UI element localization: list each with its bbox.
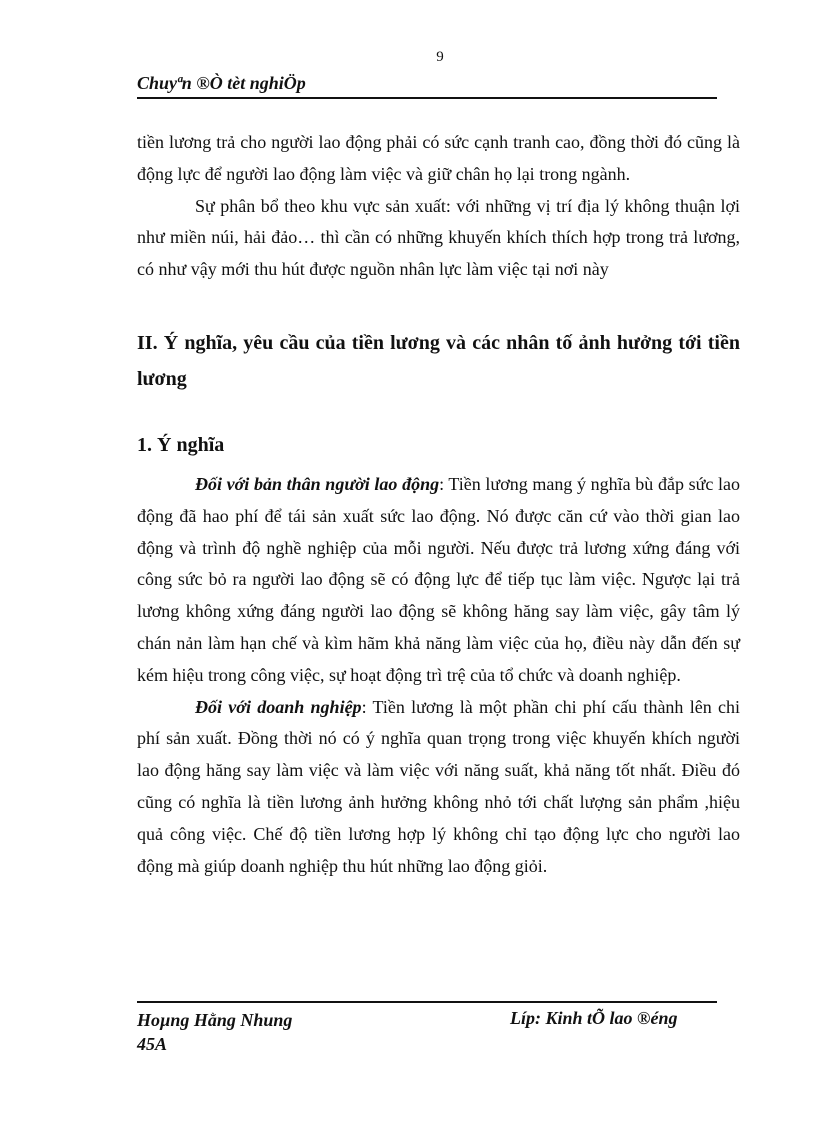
enterprise-lead: Đối với doanh nghiệp	[195, 696, 362, 717]
enterprise-text: : Tiền lương là một phần chi phí cấu thành lên chi phí sản xuất. Đồng thời nó có ý nghĩa quan trọng trong việc khuyến khích người lao động hăng say làm việc và làm việc với năng suất, khả năng tốt nhất. Điều đó cũng có nghĩa là tiền lương ảnh hưởng không nhỏ tới chất lượng sản phẩm ,hiệu quả công việc. Chế độ tiền lương hợp lý không chỉ tạo động lực cho người lao động mà giúp doanh nghiệp thu hút những lao động giỏi.	[137, 696, 740, 876]
footer-author: Hoµng Hằng Nhung	[137, 1010, 293, 1030]
section-heading: II. Ý nghĩa, yêu cầu của tiền lương và các nhân tố ảnh hưởng tới tiền lương	[137, 332, 740, 390]
footer-author-block	[137, 1008, 292, 1056]
header-divider	[137, 97, 717, 99]
intro-text	[137, 127, 740, 286]
worker-lead: Đối với bản thân người lao động	[195, 474, 440, 494]
meaning-text	[137, 469, 740, 882]
worker-text: : Tiền lương mang ý nghĩa bù đắp sức lao động đã hao phí để tái sản xuất sức lao động. Nó được căn cứ vào thời gian lao động và trình độ nghề nghiệp của mỗi người. Nếu được trả lương xứng đáng với công sức bỏ ra người lao động sẽ có động lực để tiếp tục làm việc. Ngược lại trả lương không xứng đáng người lao động sẽ không hăng say làm việc, gây tâm lý chán nản làm hạn chế và kìm hãm khả năng làm việc của họ, điều này dẫn đến sự kém hiệu trong công việc, sự hoạt động trì trệ của tổ chức và doanh nghiệp.	[137, 474, 741, 685]
subsection-heading: 1. Ý nghĩa	[137, 434, 225, 456]
footer-divider	[137, 1001, 717, 1003]
intro-paragraph-2: Sự phân bổ theo khu vực sản xuất: với những vị trí địa lý không thuận lợi như miền núi, hải đảo… thì cần có những khuyến khích thích hợp trong trả lương, có như vậy mới thu hút được nguồn nhân lực làm việc tại nơi này	[137, 195, 740, 280]
intro-paragraph-1: tiền lương trả cho người lao động phải có sức cạnh tranh cao, đồng thời đó cũng là động lực để người lao động làm việc và giữ chân họ lại trong ngành.	[137, 132, 740, 184]
worker-paragraph	[137, 469, 740, 692]
page-number: 9	[436, 49, 444, 65]
enterprise-paragraph	[137, 692, 740, 883]
running-header: Chuyªn ®Ò tèt nghiÖp	[137, 73, 306, 93]
footer-class-label: Líp: Kinh tÕ lao ®éng	[510, 1008, 678, 1028]
footer-class-code: 45A	[137, 1034, 168, 1054]
